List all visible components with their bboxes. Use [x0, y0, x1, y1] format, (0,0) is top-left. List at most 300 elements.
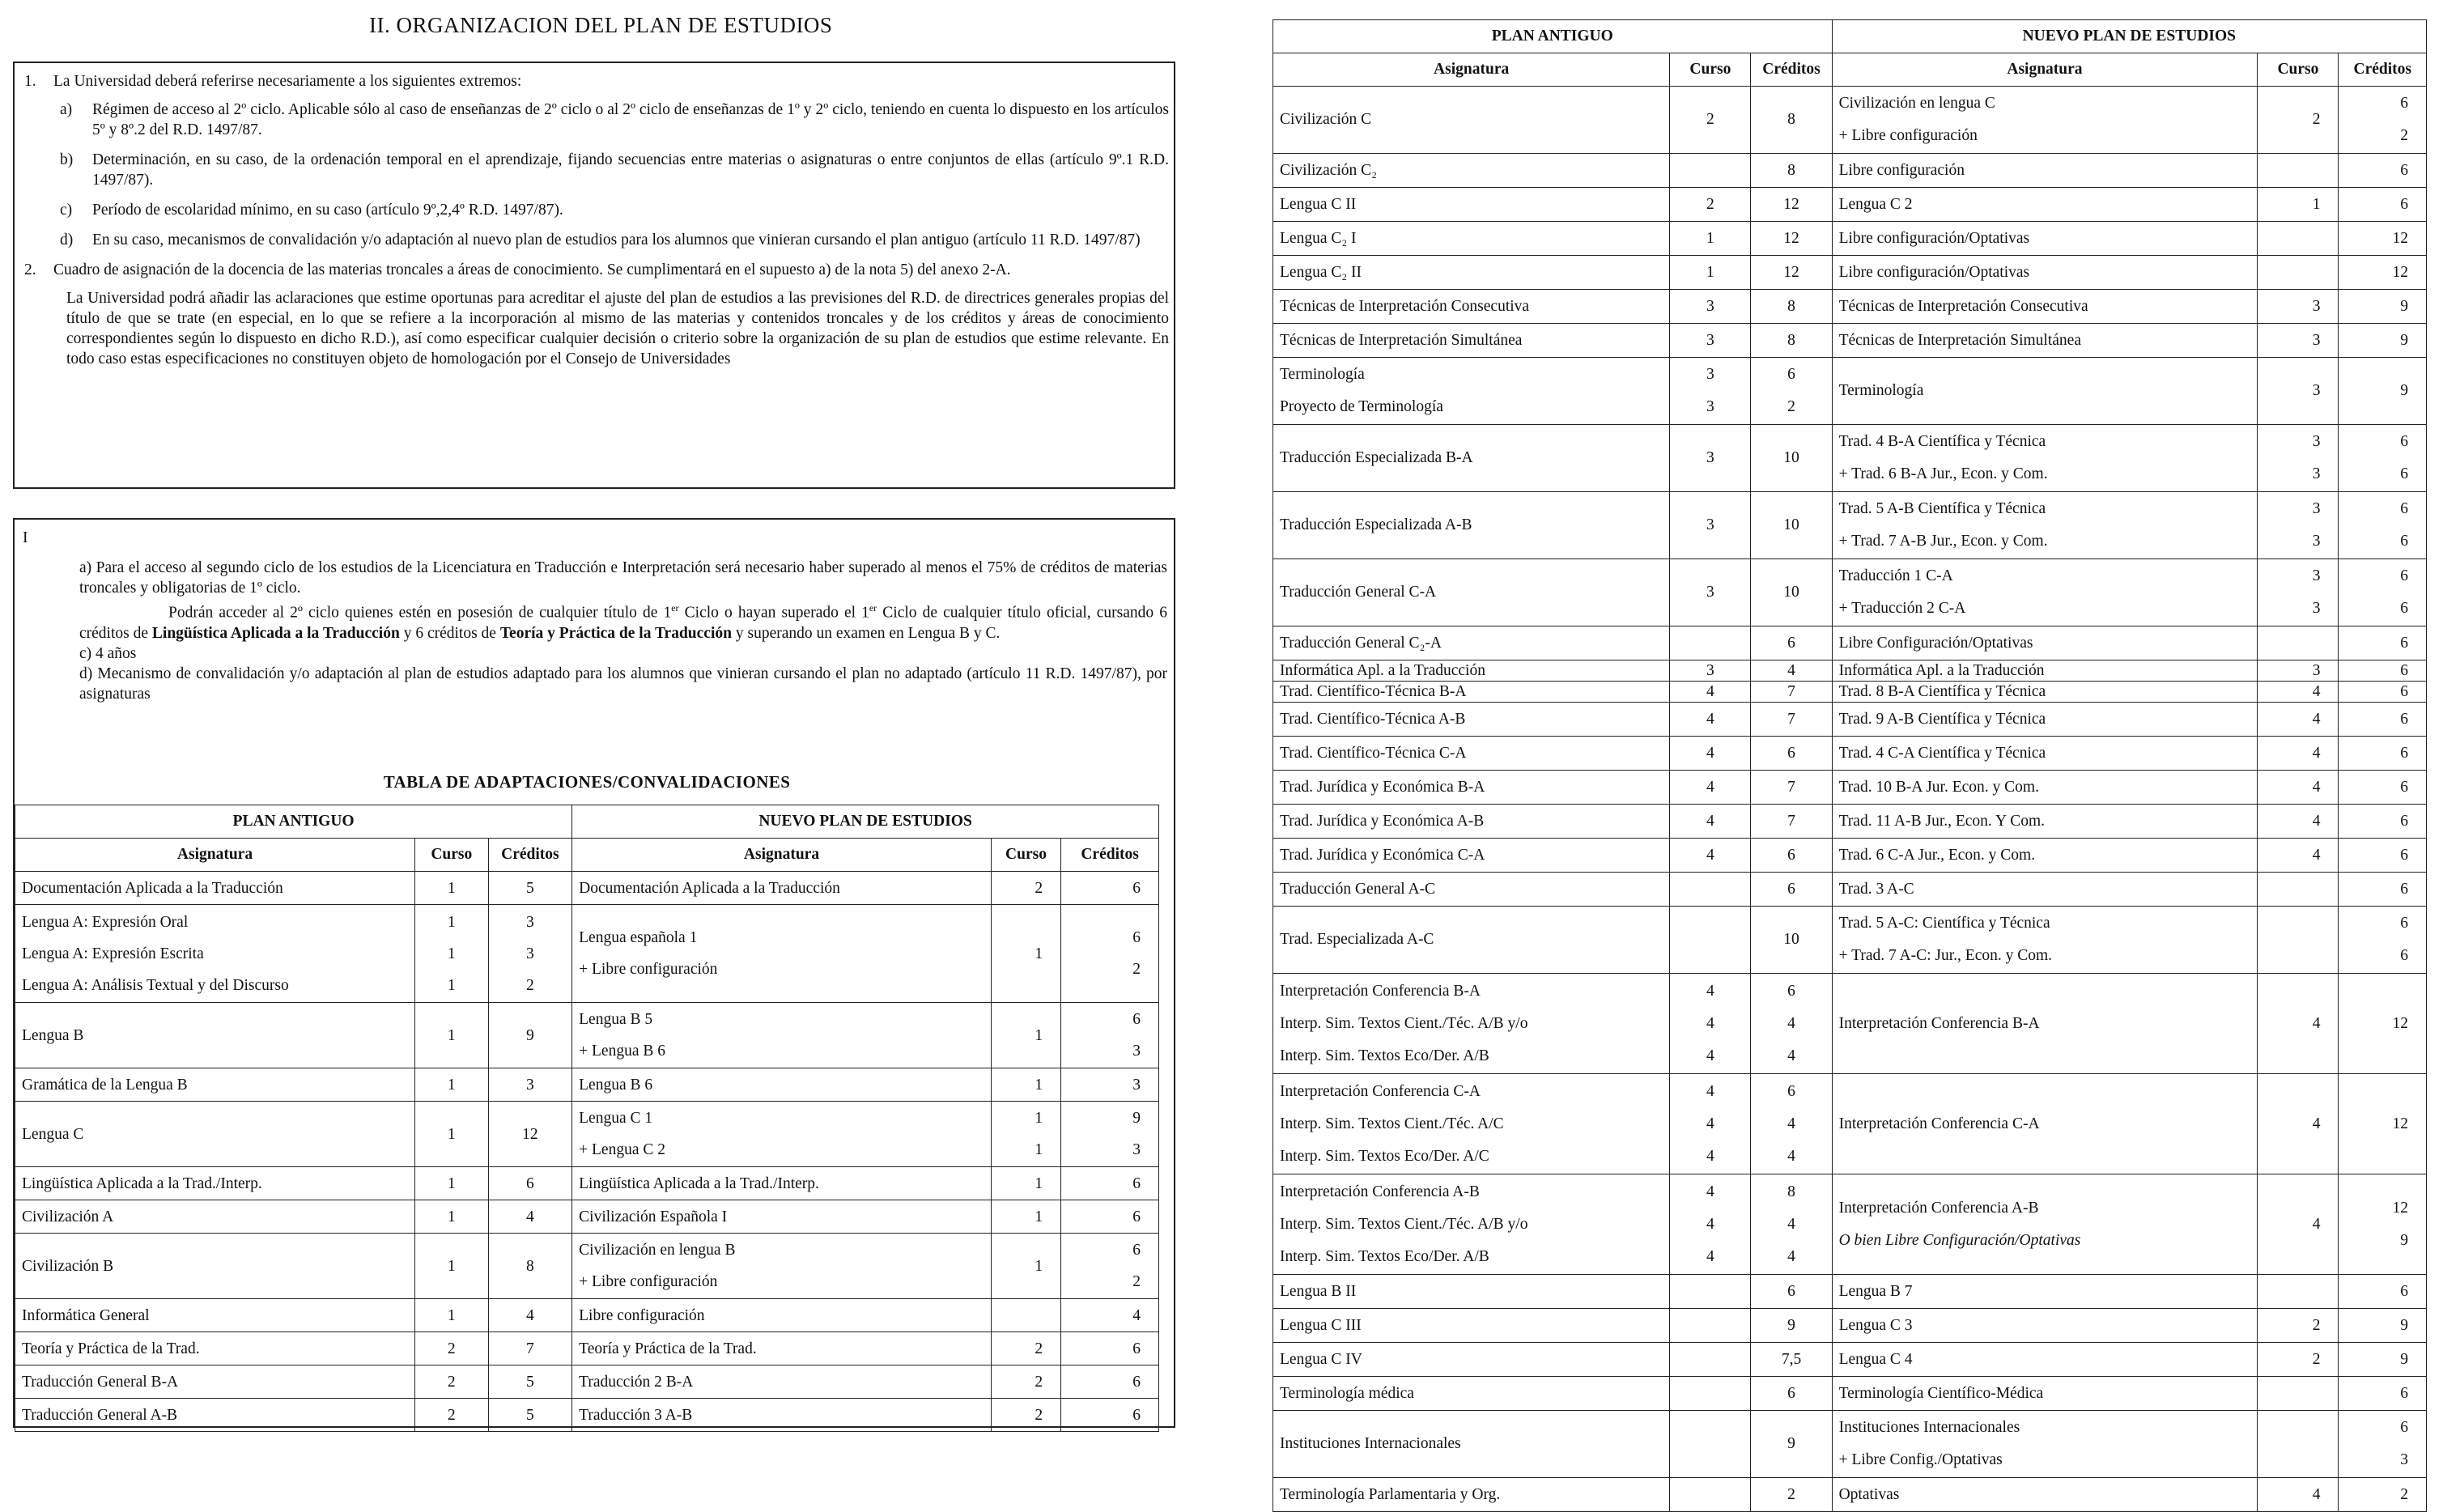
item-letter: a)	[60, 101, 73, 118]
cell-line: Interp. Sim. Textos Eco/Der. A/B	[1280, 1247, 1489, 1265]
subject-new	[1832, 907, 2258, 974]
cell-line: 6	[2400, 744, 2408, 762]
cell-line: 6	[1132, 1011, 1141, 1028]
cell-line: Traducción Especializada A-B	[1280, 516, 1472, 533]
subject-old	[1273, 1411, 1670, 1478]
cell-line: 4	[2312, 1115, 2321, 1132]
curso-old	[1670, 425, 1751, 492]
cell-line: Lengua B II	[1280, 1282, 1357, 1300]
cell-line: 5	[525, 879, 534, 897]
table-row	[1273, 290, 2427, 324]
curso-old	[1670, 771, 1751, 805]
cell-line: 6	[1132, 1208, 1141, 1225]
subject-old	[15, 1068, 415, 1102]
cell-line: 3	[2312, 465, 2321, 482]
cell-line: Lengua B 6	[579, 1076, 653, 1094]
cell-line: 4	[2312, 683, 2321, 700]
cell-line: 4	[1787, 1014, 1795, 1032]
curso-old	[1670, 805, 1751, 839]
header-asignatura: Asignatura	[572, 839, 992, 872]
cell-line: Lengua C 3	[1838, 1316, 1913, 1334]
curso-old	[415, 1102, 489, 1167]
mechanism-paragraph: d) Mecanismo de convalidación y/o adaptación al plan de estudios adaptado para los alumnos que vinieran cursando el plan no adaptado (artículo 11 R.D. 1497/87), por asignaturas	[79, 665, 1167, 703]
creditos-old	[488, 1167, 572, 1200]
table-row	[1273, 682, 2427, 703]
cell-line: 6	[1132, 1340, 1141, 1357]
subject-old	[15, 1200, 415, 1234]
subject-old	[1273, 87, 1670, 154]
subject-new	[1832, 1174, 2258, 1275]
creditos-old	[488, 905, 572, 1003]
cell-line: Civilización en lengua C	[1838, 95, 1995, 112]
cell-line: 4	[1787, 1215, 1795, 1233]
cell-line: 12	[2392, 1115, 2408, 1132]
cell-line: 8	[1787, 331, 1795, 349]
text-run: Ciclo de cualquier título oficial, cursando 6 créditos de	[79, 604, 1167, 642]
curso-new	[2258, 805, 2339, 839]
curso-old	[1670, 324, 1751, 358]
creditos-new	[1061, 1167, 1159, 1200]
curso-new	[2258, 492, 2339, 559]
cell-line: + Trad. 6 B-A Jur., Econ. y Com.	[1838, 465, 2048, 482]
access-conditions-paragraph	[79, 598, 1167, 643]
subject-old	[1273, 1309, 1670, 1343]
creditos-new	[2339, 737, 2427, 771]
cell-line: Trad. 6 C-A Jur., Econ. y Com.	[1838, 846, 2036, 864]
cell-line: 1	[447, 1026, 456, 1044]
table-row	[1273, 1174, 2427, 1275]
subject-old	[1273, 1377, 1670, 1411]
creditos-new	[2339, 1343, 2427, 1377]
subject-new	[1832, 1275, 2258, 1309]
subject-old	[1273, 737, 1670, 771]
cell-line: Trad. Científico-Técnica C-A	[1280, 744, 1467, 762]
creditos-old	[1751, 626, 1832, 660]
cell-line: 6	[1787, 846, 1795, 864]
cell-line: 2	[1132, 961, 1141, 978]
curso-old	[415, 1167, 489, 1200]
cell-line: 6	[2400, 846, 2408, 864]
cell-line: 7	[1787, 778, 1795, 796]
table-row	[1273, 324, 2427, 358]
cell-line: 4	[1787, 1247, 1795, 1265]
cell-line: Optativas	[1838, 1485, 1900, 1503]
subject-new	[1832, 154, 2258, 188]
table-row	[15, 1200, 1159, 1234]
curso-new	[2258, 1411, 2339, 1478]
cell-line: 4	[1787, 1047, 1795, 1064]
creditos-old	[1751, 703, 1832, 737]
cell-line: 2	[1706, 195, 1714, 213]
curso-new	[2258, 290, 2339, 324]
right-column	[1272, 19, 2427, 1512]
cell-line: 4	[2312, 1215, 2321, 1233]
cell-line: Informática Apl. a la Traducción	[1280, 662, 1485, 679]
subject-new	[572, 1102, 992, 1167]
cell-line: Instituciones Internacionales	[1838, 1419, 2020, 1436]
cell-line: 9	[2400, 1231, 2408, 1249]
table-row	[1273, 222, 2427, 256]
subject-old	[1273, 771, 1670, 805]
cell-line: 3	[2400, 1451, 2408, 1468]
subject-new	[1832, 256, 2258, 290]
table-row	[15, 1167, 1159, 1200]
cell-line: 2	[2312, 1316, 2321, 1334]
curso-new	[2258, 974, 2339, 1074]
cell-line: 3	[1706, 662, 1714, 679]
curso-old	[1670, 1074, 1751, 1174]
cell-line: Traducción General B-A	[22, 1373, 179, 1391]
cell-line: 6	[525, 1174, 534, 1192]
cell-line: Informática Apl. a la Traducción	[1838, 662, 2045, 679]
subject-old	[1273, 222, 1670, 256]
superscript: er	[869, 602, 877, 614]
curso-new	[991, 1234, 1060, 1299]
cell-line: 4	[2312, 744, 2321, 762]
cell-line: Civilización en lengua B	[579, 1242, 736, 1259]
cell-line: Trad. 3 A-C	[1838, 880, 1914, 898]
cell-line: 4	[2312, 846, 2321, 864]
curso-new	[2258, 626, 2339, 660]
cell-line: 6	[1787, 1384, 1795, 1402]
curso-new	[2258, 907, 2339, 974]
cell-line: + Trad. 7 A-B Jur., Econ. y Com.	[1838, 533, 2048, 550]
cell-line: 9	[2400, 297, 2408, 315]
creditos-new	[1061, 872, 1159, 905]
table-row	[1273, 559, 2427, 626]
cell-line: Trad. 4 C-A Científica y Técnica	[1838, 744, 2046, 762]
cell-line: Traducción General A-C	[1280, 880, 1436, 898]
creditos-old	[1751, 737, 1832, 771]
cell-line: 6	[2400, 161, 2408, 179]
cell-line: Civilización C	[1280, 111, 1372, 128]
cell-line: 2	[525, 976, 534, 994]
cell-line: 4	[1787, 662, 1795, 679]
cell-line: Documentación Aplicada a la Traducción	[22, 879, 283, 897]
cell-line: 6	[1787, 880, 1795, 898]
cell-line: 10	[1783, 449, 1799, 466]
cell-line: 6	[2400, 710, 2408, 728]
curso-new	[2258, 425, 2339, 492]
cell-line: 6	[2400, 95, 2408, 112]
subject-new	[572, 1365, 992, 1399]
creditos-new	[1061, 1332, 1159, 1365]
cell-line: Traducción 3 A-B	[579, 1406, 693, 1424]
subject-new	[572, 1332, 992, 1365]
table-row	[1273, 1377, 2427, 1411]
cell-line: 2	[1035, 879, 1043, 897]
subject-new	[1832, 324, 2258, 358]
table-row	[15, 1068, 1159, 1102]
cell-line: Lengua española 1	[579, 929, 698, 946]
subject-new	[1832, 492, 2258, 559]
cell-line: 2	[1787, 398, 1795, 415]
creditos-new	[2339, 839, 2427, 873]
cell-line: Traducción General A-B	[22, 1406, 178, 1424]
curso-old	[415, 1003, 489, 1068]
curso-old	[1670, 1377, 1751, 1411]
duration-line: c) 4 años	[79, 644, 137, 662]
curso-old	[1670, 737, 1751, 771]
curso-old	[1670, 839, 1751, 873]
note-1d	[21, 230, 1169, 250]
cell-line: 3	[1706, 331, 1714, 349]
cell-line: 5	[525, 1406, 534, 1424]
cell-line: 4	[2312, 778, 2321, 796]
cell-line: 9	[525, 1026, 534, 1044]
subject-old	[15, 905, 415, 1003]
creditos-new	[2339, 682, 2427, 703]
curso-old	[1670, 660, 1751, 682]
cell-line: Trad. 5 A-C: Científica y Técnica	[1838, 915, 2050, 932]
creditos-new	[1061, 1102, 1159, 1167]
table-row	[1273, 256, 2427, 290]
curso-old	[415, 1365, 489, 1399]
subject-old	[1273, 188, 1670, 222]
cell-line: + Libre configuración	[579, 961, 718, 978]
table-row	[1273, 873, 2427, 907]
cell-line: Trad. Jurídica y Económica C-A	[1280, 846, 1485, 864]
header-creditos: Créditos	[1751, 53, 1832, 87]
cell-line: Interpretación Conferencia C-A	[1280, 1082, 1481, 1100]
subject-new	[1832, 358, 2258, 425]
cell-line: 1	[1035, 1110, 1043, 1127]
cell-line: + Trad. 7 A-C: Jur., Econ. y Com.	[1838, 947, 2053, 964]
cell-line: 6	[1132, 1174, 1141, 1192]
header-creditos: Créditos	[2339, 53, 2427, 87]
cell-line: Terminología	[1838, 382, 1924, 399]
cell-line: 6	[2400, 880, 2408, 898]
creditos-old	[1751, 1074, 1832, 1174]
subject-old	[15, 1234, 415, 1299]
subject-new	[1832, 222, 2258, 256]
bold-subject: Teoría y Práctica de la Traducción	[499, 624, 732, 642]
cell-line: 1	[447, 913, 456, 931]
curso-new	[2258, 559, 2339, 626]
curso-old	[1670, 87, 1751, 154]
curso-old	[1670, 1478, 1751, 1512]
cell-line: 3	[1706, 366, 1714, 383]
curso-old	[1670, 154, 1751, 188]
subject-new	[1832, 425, 2258, 492]
cell-line: 6	[2400, 465, 2408, 482]
table-row	[15, 1332, 1159, 1365]
subject-old	[15, 1003, 415, 1068]
cell-line: Traducción 2 B-A	[579, 1373, 694, 1391]
item-text: Determinación, en su caso, de la ordenación temporal en el aprendizaje, fijando secuencias entre materias o asignaturas o entre conjuntos de ellas (artículo 9º.1 R.D. 1497/87).	[92, 151, 1169, 189]
creditos-old	[1751, 256, 1832, 290]
cell-line: 4	[1706, 1115, 1714, 1132]
subject-new	[1832, 1074, 2258, 1174]
curso-old	[415, 1068, 489, 1102]
curso-old	[1670, 626, 1751, 660]
cell-line: Interpretación Conferencia A-B	[1838, 1199, 2039, 1217]
cell-line: 1	[1706, 229, 1714, 247]
creditos-new	[2339, 660, 2427, 682]
curso-old	[415, 905, 489, 1003]
cell-line: Lengua C II	[1280, 195, 1357, 213]
item-letter: b)	[60, 151, 74, 168]
subject-new	[572, 1200, 992, 1234]
table-row	[15, 1102, 1159, 1167]
instructions-box	[13, 62, 1175, 489]
cell-line: Teoría y Práctica de la Trad.	[579, 1340, 757, 1357]
cell-line: 2	[1035, 1406, 1043, 1424]
cell-line: Interp. Sim. Textos Eco/Der. A/C	[1280, 1147, 1489, 1165]
table-row	[1273, 358, 2427, 425]
cell-line: Lingüística Aplicada a la Trad./Interp.	[22, 1174, 262, 1192]
subject-new	[1832, 1309, 2258, 1343]
curso-new	[991, 1299, 1060, 1332]
cell-line: 6	[2400, 778, 2408, 796]
cell-line: 6	[1132, 929, 1141, 946]
superscript: er	[671, 602, 679, 614]
cell-line: 4	[1706, 683, 1714, 700]
creditos-new	[2339, 256, 2427, 290]
cell-line: 4	[1706, 1047, 1714, 1064]
cell-line: Libre configuración/Optativas	[1838, 229, 2030, 247]
cell-line: 9	[2400, 331, 2408, 349]
subject-new	[572, 872, 992, 905]
creditos-old	[1751, 1343, 1832, 1377]
cell-line: Lengua A: Análisis Textual y del Discurso	[22, 976, 289, 994]
cell-line: Traducción 1 C-A	[1838, 567, 1953, 584]
subject-old	[15, 1167, 415, 1200]
header-curso: Curso	[415, 839, 489, 872]
cell-line: Interpretación Conferencia B-A	[1280, 982, 1481, 1000]
curso-old	[415, 1399, 489, 1432]
cell-line: 2	[1035, 1340, 1043, 1357]
header-curso: Curso	[991, 839, 1060, 872]
cell-line: 4	[1132, 1306, 1141, 1324]
cell-line: 1	[1035, 1174, 1043, 1192]
curso-new	[991, 1003, 1060, 1068]
curso-new	[991, 1399, 1060, 1432]
subject-new	[1832, 805, 2258, 839]
cell-line: Terminología Parlamentaria y Org.	[1280, 1485, 1501, 1503]
cell-line: 6	[1787, 634, 1795, 652]
cell-line: 3	[1706, 516, 1714, 533]
subject-old	[1273, 805, 1670, 839]
header-curso: Curso	[1670, 53, 1751, 87]
cell-line: 3	[525, 1076, 534, 1094]
curso-new	[2258, 1275, 2339, 1309]
creditos-old	[1751, 188, 1832, 222]
curso-new	[2258, 358, 2339, 425]
creditos-old	[1751, 1275, 1832, 1309]
cell-line: Trad. Científico-Técnica A-B	[1280, 710, 1466, 728]
table-row	[1273, 188, 2427, 222]
curso-old	[1670, 358, 1751, 425]
subject-old	[1273, 290, 1670, 324]
subject-new	[572, 1399, 992, 1432]
subject-old	[1273, 1478, 1670, 1512]
curso-old	[1670, 188, 1751, 222]
creditos-new	[2339, 1174, 2427, 1275]
header-asignatura: Asignatura	[1273, 53, 1670, 87]
curso-old	[1670, 907, 1751, 974]
cell-line: 6	[1132, 879, 1141, 897]
curso-new	[2258, 222, 2339, 256]
creditos-new	[2339, 626, 2427, 660]
creditos-new	[2339, 222, 2427, 256]
creditos-new	[2339, 1377, 2427, 1411]
cell-line: 1	[447, 1306, 456, 1324]
cell-line: 4	[1706, 1082, 1714, 1100]
cell-line: Interp. Sim. Textos Eco/Der. A/B	[1280, 1047, 1489, 1064]
subject-old	[15, 1365, 415, 1399]
creditos-old	[1751, 1377, 1832, 1411]
creditos-new	[2339, 425, 2427, 492]
creditos-old	[1751, 682, 1832, 703]
subject-old	[1273, 1275, 1670, 1309]
table-row	[1273, 1411, 2427, 1478]
cell-line: 3	[525, 913, 534, 931]
creditos-old	[1751, 974, 1832, 1074]
cell-line: Terminología Científico-Médica	[1838, 1384, 2044, 1402]
cell-line: + Traducción 2 C-A	[1838, 600, 1966, 617]
curso-new	[2258, 682, 2339, 703]
subject-old	[1273, 492, 1670, 559]
cell-line: 9	[1787, 1435, 1795, 1452]
creditos-new	[2339, 358, 2427, 425]
cell-line: Interpretación Conferencia B-A	[1838, 1014, 2040, 1032]
subject-old	[1273, 660, 1670, 682]
cell-line: 4	[1706, 812, 1714, 830]
item-text: En su caso, mecanismos de convalidación y/o adaptación al nuevo plan de estudios para los alumnos que vinieran cursando el plan antiguo (artículo 11 R.D. 1497/87)	[92, 231, 1141, 248]
subject-old	[1273, 974, 1670, 1074]
cell-line: 3	[2312, 382, 2321, 399]
cell-line: Gramática de la Lengua B	[22, 1076, 188, 1094]
item-letter: c)	[60, 202, 73, 219]
cell-line: 6	[1132, 1373, 1141, 1391]
cell-line: Terminología médica	[1280, 1384, 1414, 1402]
cell-line: 9	[2400, 382, 2408, 399]
cell-line: Interp. Sim. Textos Cient./Téc. A/B y/o	[1280, 1215, 1528, 1233]
item-text: Período de escolaridad mínimo, en su caso (artículo 9º,2,4º R.D. 1497/87).	[92, 202, 563, 219]
creditos-new	[1061, 1365, 1159, 1399]
section-number: I	[23, 529, 28, 546]
curso-new	[2258, 1343, 2339, 1377]
curso-old	[1670, 1174, 1751, 1275]
cell-line: 4	[1706, 778, 1714, 796]
curso-new	[991, 872, 1060, 905]
subject-old	[15, 1299, 415, 1332]
curso-new	[2258, 1309, 2339, 1343]
creditos-new	[2339, 873, 2427, 907]
creditos-old	[1751, 1174, 1832, 1275]
cell-line: Traducción General C-A	[1280, 584, 1437, 601]
subject-new	[572, 1234, 992, 1299]
cell-line: 12	[2392, 263, 2408, 281]
curso-old	[1670, 1275, 1751, 1309]
creditos-old	[1751, 559, 1832, 626]
cell-line: + Libre configuración	[1838, 127, 1978, 144]
subject-new	[1832, 87, 2258, 154]
header-plan-antiguo: PLAN ANTIGUO	[1273, 20, 1833, 53]
subject-old	[15, 872, 415, 905]
cell-line: Interpretación Conferencia A-B	[1280, 1183, 1480, 1200]
subject-new	[572, 1167, 992, 1200]
cell-line: 3	[525, 945, 534, 962]
table-row	[15, 1365, 1159, 1399]
subject-new	[572, 1299, 992, 1332]
curso-new	[2258, 839, 2339, 873]
subject-new	[1832, 703, 2258, 737]
creditos-old	[1751, 290, 1832, 324]
cell-line: Lengua A: Expresión Oral	[22, 913, 189, 931]
creditos-new	[2339, 805, 2427, 839]
